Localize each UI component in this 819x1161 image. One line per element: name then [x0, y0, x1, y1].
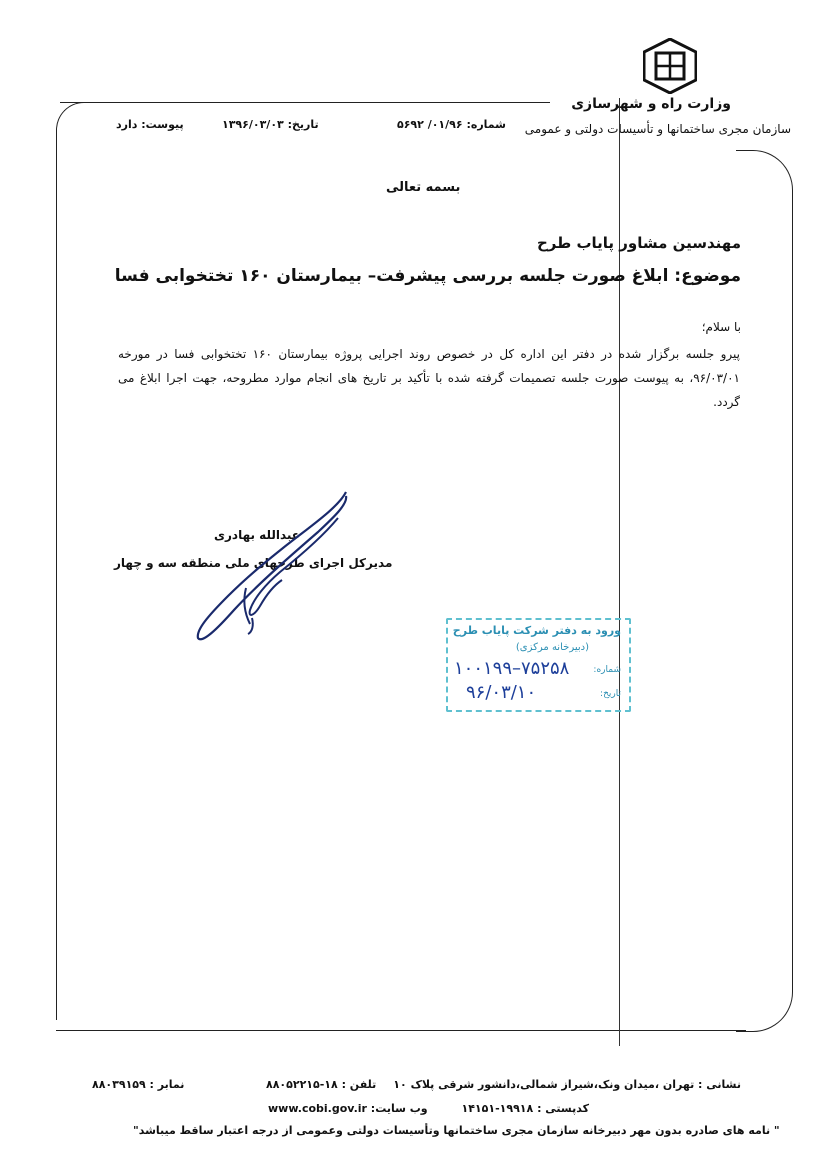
- footer-postal-code: کدپستی : ۱۹۹۱۸-۱۴۱۵۱: [461, 1102, 589, 1115]
- ministry-logo-icon: [643, 38, 697, 94]
- greeting: با سلام؛: [701, 320, 741, 334]
- attachment-note: پیوست: دارد: [116, 118, 184, 131]
- stamp-number-label: شماره:: [593, 665, 621, 675]
- stamp-date-label: تاریخ:: [600, 689, 621, 699]
- footer-address: نشانی : تهران ،میدان ونک،شیراز شمالی،دانشور شرقی پلاک ۱۰: [393, 1078, 741, 1091]
- letter-date: تاریخ: ۱۳۹۶/۰۳/۰۳: [222, 118, 319, 131]
- frame-left-border: [56, 130, 57, 1020]
- frame-top-border: [60, 102, 550, 103]
- frame-bottom-border: [56, 1030, 746, 1031]
- signer-title: مدیرکل اجرای طرحهای ملی منطقه سه و چهار: [114, 556, 393, 570]
- signer-name: عبدالله بهادری: [214, 528, 300, 542]
- footer-website[interactable]: www.cobi.gov.ir وب سایت:: [268, 1102, 428, 1115]
- stamp-date: ۹۶/۰۳/۱۰: [466, 682, 537, 703]
- invocation: بسمه تعالی: [386, 180, 461, 195]
- stamp-title: ورود به دفتر شرکت پایاب طرح: [452, 624, 621, 637]
- frame-corner: [56, 102, 87, 133]
- stamp-subtitle: (دبیرخانه مرکزی): [515, 642, 589, 653]
- footer-disclaimer: " نامه های صادره بدون مهر دبیرخانه سازمان مجری ساختمانها وتأسیسات دولتی وعمومی از درجه اعتبار ساقط میباشد": [133, 1124, 780, 1137]
- organization-name: سازمان مجری ساختمانها و تأسیسات دولتی و عمومی: [524, 122, 791, 136]
- frame-right-border: [736, 150, 793, 1032]
- footer-phone: تلفن : ۱۸-۸۸۰۵۲۲۱۵: [266, 1078, 377, 1091]
- footer-fax: نمابر : ۸۸۰۳۹۱۵۹: [92, 1078, 185, 1091]
- letter-number: شماره: ۰۱/۹۶/ ۵۶۹۲: [397, 118, 506, 131]
- received-stamp: [446, 618, 631, 712]
- ministry-name: وزارت راه و شهرسازی: [571, 96, 731, 112]
- subject: موضوع: ابلاغ صورت جلسه بررسی پیشرفت– بیمارستان ۱۶۰ تختخوابی فسا: [114, 266, 741, 286]
- recipient: مهندسین مشاور پایاب طرح: [536, 234, 741, 252]
- stamp-number: ۱۰۰۱۹۹–۷۵۲۵۸: [454, 658, 570, 679]
- letter-body: پیرو جلسه برگزار شده در دفتر این اداره کل در خصوص روند اجرایی پروژه بیمارستان ۱۶۰ تختخوابی فسا در مورخه ۹۶/۰۳/۰۱، به پیوست صورت جلسه تصمیمات گرفته شده با تأکید بر تاریخ های انجام موارد مطروحه، جهت اجرا ابلاغ می گردد.: [118, 347, 740, 409]
- handwritten-signature-icon: [188, 488, 358, 644]
